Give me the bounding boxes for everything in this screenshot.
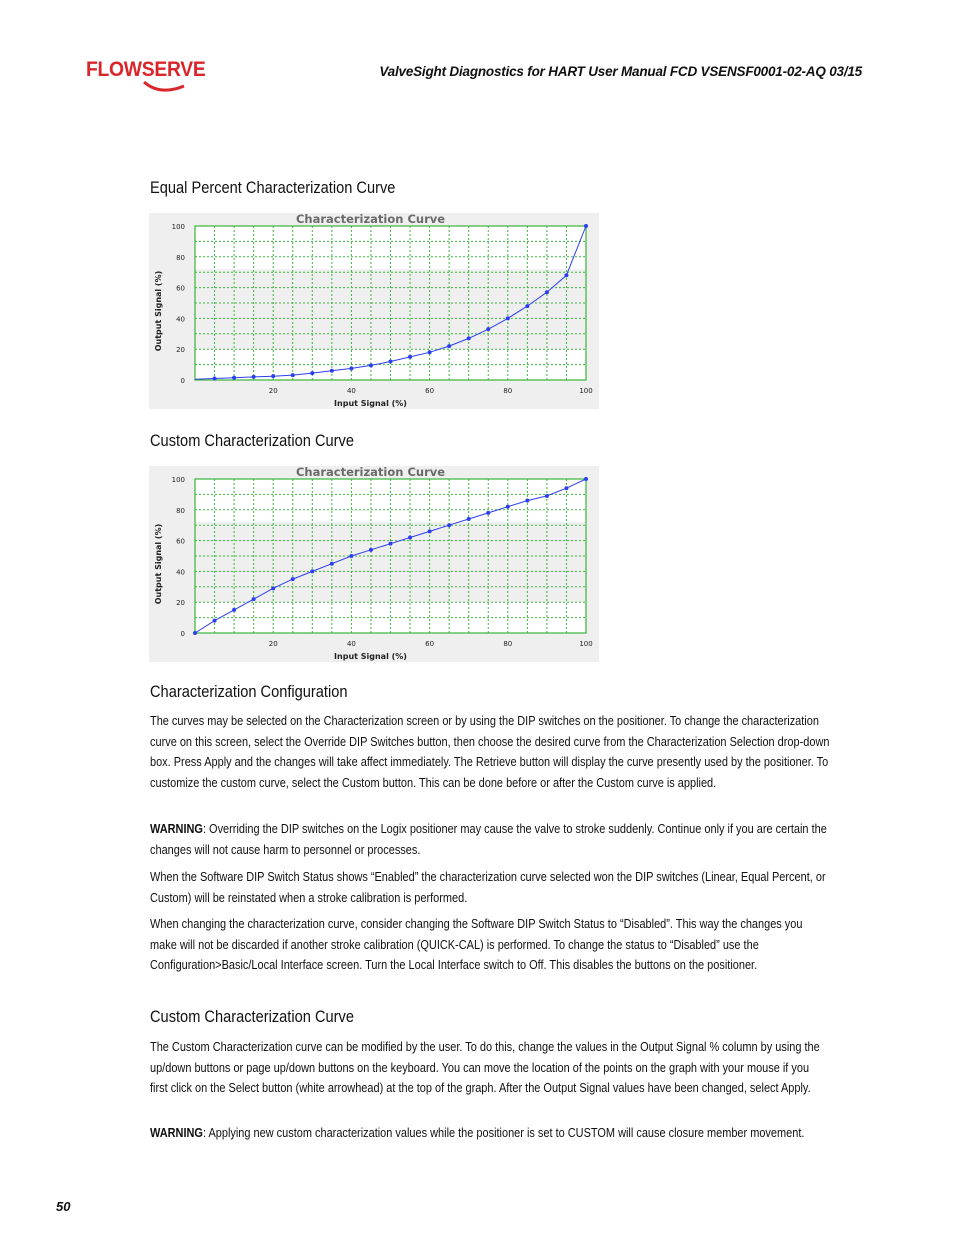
y-tick-label: 0 (180, 377, 185, 385)
warning-text-2: : Applying new custom characterization values while the positioner is set to CUSTOM will cause closure member movement. (202, 1126, 805, 1140)
data-point (291, 373, 295, 377)
warning-text-1: : Overriding the DIP switches on the Logix positioner may cause the valve to stroke suddenly. Continue only if you are certain the changes will not cause harm to personnel or processes. (150, 822, 827, 857)
x-tick-label: 80 (503, 640, 513, 648)
chart-title: Characterization Curve (295, 466, 446, 479)
warning-paragraph-2 (150, 1125, 829, 1142)
warning-paragraph-1 (150, 819, 829, 860)
data-point (349, 554, 353, 558)
equal-percent-heading: Equal Percent Characterization Curve (150, 178, 396, 197)
chart-title: Characterization Curve (295, 213, 446, 226)
document-header-title: ValveSight Diagnostics for HART User Manual FCD VSENSF0001-02-AQ 03/15 (379, 64, 862, 79)
data-point (428, 350, 432, 354)
data-point (506, 316, 510, 320)
y-tick-label: 80 (176, 506, 185, 515)
y-axis-label: Output Signal (%) (154, 270, 163, 352)
config-paragraph-1-text: The curves may be selected on the Characterization screen or by using the DIP switches on the positioner. To change the characterization curve on this screen, select the Override DIP Switches button, then choose the desired curve from the Characterization Selection drop-down box. Press Apply and the changes will take affect immediately. The Retrieve button will display the curve presently used by the positioner. To customize the custom curve, select the Custom button. This can be done before or after the Custom curve is applied. (150, 714, 830, 790)
data-point (584, 477, 588, 481)
characterization-configuration-heading: Characterization Configuration (150, 682, 348, 701)
plot-band (195, 522, 586, 602)
data-point (564, 486, 568, 490)
data-point (525, 304, 529, 308)
y-tick-label: 60 (176, 284, 185, 293)
page-number: 50 (56, 1199, 71, 1214)
data-point (545, 290, 549, 294)
y-tick-label: 0 (180, 630, 185, 638)
data-point (330, 562, 334, 566)
warning-label-2: WARNING (150, 1126, 203, 1140)
data-point (447, 344, 451, 348)
data-point (271, 374, 275, 378)
y-axis-label: Output Signal (%) (154, 523, 163, 605)
data-point (213, 376, 217, 380)
data-point (486, 327, 490, 331)
data-point (428, 529, 432, 533)
warning-label: WARNING (150, 822, 203, 836)
flowserve-logo (86, 52, 222, 96)
x-axis-label: Input Signal (%) (334, 399, 407, 408)
y-tick-label: 40 (176, 568, 185, 577)
data-point (506, 505, 510, 509)
x-tick-label: 60 (425, 387, 435, 395)
equal-percent-chart-svg (149, 213, 599, 409)
data-point (310, 569, 314, 573)
data-point (310, 371, 314, 375)
custom-curve-paragraph: The Custom Characterization curve can be modified by the user. To do this, change the values in the Output Signal % column by using the up/down buttons or page up/down buttons on the keyboard. You can move the location of the points on the graph with your mouse if you first click on the Select button (white arrowhead) at the top of the graph. After the Output Signal values have been changed, select Apply. (150, 1040, 820, 1095)
data-point (252, 375, 256, 379)
custom-chart-svg (149, 466, 599, 662)
data-point (193, 631, 197, 635)
data-point (232, 608, 236, 612)
data-point (486, 511, 490, 515)
data-point (389, 542, 393, 546)
y-tick-label: 20 (176, 346, 185, 355)
data-point (408, 355, 412, 359)
custom-curve-heading: Custom Characterization Curve (150, 431, 354, 450)
equal-percent-chart (149, 213, 599, 409)
data-point (369, 548, 373, 552)
data-point (291, 577, 295, 581)
x-tick-label: 20 (268, 640, 278, 648)
data-point (369, 363, 373, 367)
plot-band (195, 269, 586, 349)
data-point (232, 376, 236, 380)
data-point (564, 273, 568, 277)
logo-text: FLOWSERVE (86, 58, 206, 81)
x-tick-label: 100 (579, 387, 593, 395)
config-paragraph-3: When the Software DIP Switch Status shows “Enabled” the characterization curve selected won the DIP switches (Linear, Equal Percent, or Custom) will be reinstated when a stroke calibration is performed. (150, 870, 826, 905)
y-tick-label: 80 (176, 253, 185, 262)
x-tick-label: 40 (346, 640, 356, 648)
data-point (447, 523, 451, 527)
y-tick-label: 100 (171, 476, 185, 484)
data-point (408, 536, 412, 540)
y-tick-label: 40 (176, 315, 185, 324)
data-point (349, 366, 353, 370)
config-paragraph-1 (150, 711, 829, 793)
y-tick-label: 100 (171, 223, 185, 231)
data-point (584, 224, 588, 228)
custom-chart (149, 466, 599, 662)
data-point (330, 369, 334, 373)
data-point (271, 586, 275, 590)
data-point (252, 597, 256, 601)
y-tick-label: 60 (176, 537, 185, 546)
data-point (213, 619, 217, 623)
x-tick-label: 100 (579, 640, 593, 648)
y-tick-label: 20 (176, 599, 185, 608)
data-point (467, 517, 471, 521)
x-tick-label: 20 (268, 387, 278, 395)
data-point (467, 336, 471, 340)
x-tick-label: 60 (425, 640, 435, 648)
data-point (525, 499, 529, 503)
data-point (545, 494, 549, 498)
x-tick-label: 40 (346, 387, 356, 395)
config-paragraph-4: When changing the characterization curve, consider changing the Software DIP Switch Status to “Disabled”. This way the changes you make will not be discarded if another stroke calibration (QUICK-CAL) is performed. To change the status to “Disabled” use the Configuration>Basic/Local Interface screen. Turn the Local Interface switch to Off. This disables the buttons on the positioner. (150, 917, 803, 972)
data-point (389, 360, 393, 364)
custom-curve-heading-2: Custom Characterization Curve (150, 1007, 354, 1026)
x-tick-label: 80 (503, 387, 513, 395)
x-axis-label: Input Signal (%) (334, 652, 407, 661)
